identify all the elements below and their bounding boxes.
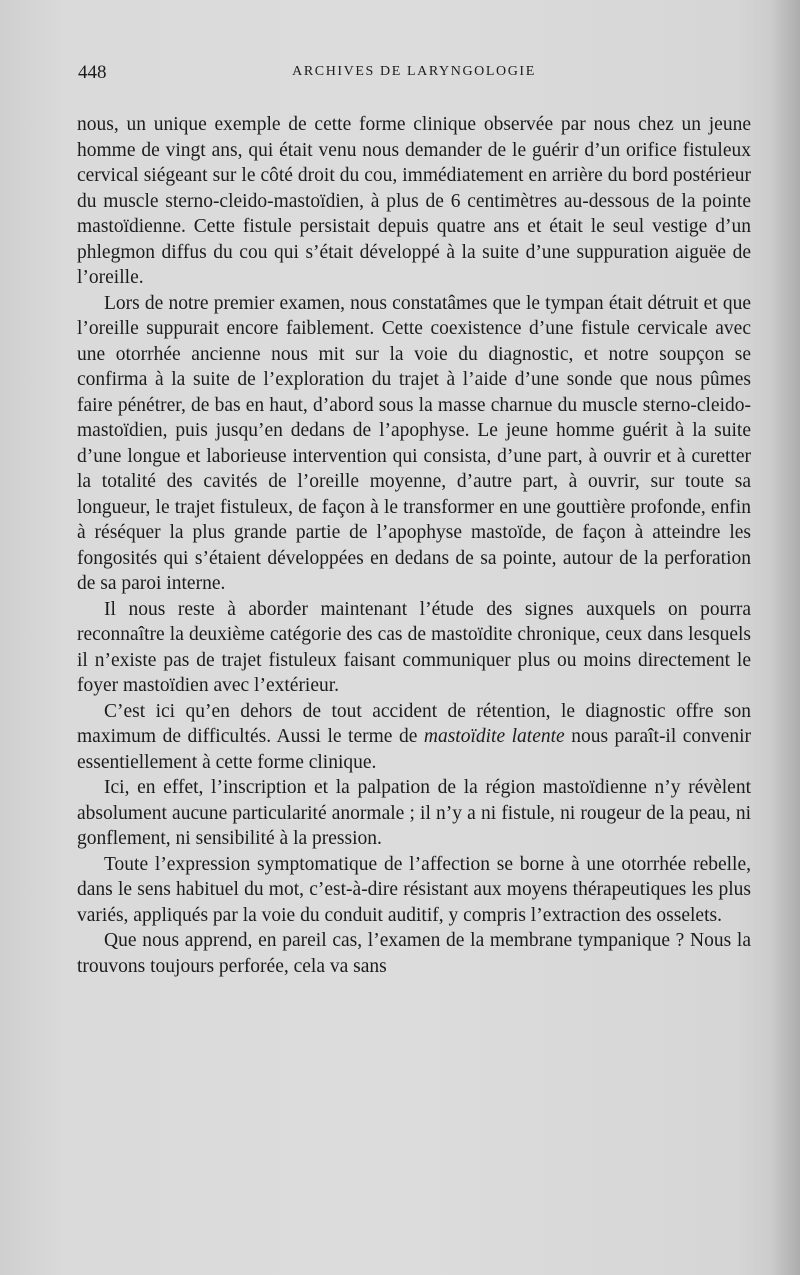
running-head xyxy=(78,62,750,90)
paragraph-4 xyxy=(77,699,751,776)
paragraph-4-text-after: nous paraît-il convenir essentiellement à cette forme clinique. xyxy=(77,726,751,773)
paragraph-4-text-before: C’est ici qu’en dehors de tout accident de rétention, le diagnostic offre son maximum de difficultés. Aussi le terme de xyxy=(77,700,751,747)
page-number: 448 xyxy=(78,62,107,83)
paragraph-5: Ici, en effet, l’inscription et la palpation de la région mastoïdienne n’y révèlent absolument aucune particularité anormale ; il n’y a ni fistule, ni rougeur de la peau, ni gonflement, ni sensibilité à la pression. xyxy=(77,777,751,849)
paragraph-4-emphasis: mastoïdite latente xyxy=(423,726,565,747)
paragraph-6: Toute l’expression symptomatique de l’affection se borne à une otorrhée rebelle, dans le sens habituel du mot, c’est-à-dire résistant aux moyens thérapeutiques les plus variés, appliqués par la voie du conduit auditif, y compris l’extraction des osselets. xyxy=(77,853,751,926)
paragraph-3: Il nous reste à aborder maintenant l’étude des signes auxquels on pourra reconnaître la deuxième catégorie des cas de mastoïdite chronique, ceux dans lesquels il n’existe pas de trajet fistuleux faisant communiquer plus ou moins directement le foyer mastoïdien avec l’extérieur. xyxy=(77,598,751,696)
paragraph-7: Que nous apprend, en pareil cas, l’examen de la membrane tympanique ? Nous la trouvons toujours perforée, cela va sans xyxy=(77,930,751,977)
paragraph-1: nous, un unique exemple de cette forme clinique observée par nous chez un jeune homme de vingt ans, qui était venu nous demander de le guérir d’un orifice fistuleux cervical siégeant sur le côté droit du cou, immédiatement en arrière du bord postérieur du muscle sterno-cleido-mastoïdien, à plus de 6 centimètres au-dessous de la pointe mastoïdienne. Cette fistule persistait depuis quatre ans et était le seul vestige d’un phlegmon diffus du cou qui s’était développé à la suite d’une suppuration aiguëe de l’oreille. xyxy=(77,114,751,288)
journal-title: ARCHIVES DE LARYNGOLOGIE xyxy=(292,64,536,79)
text-body xyxy=(77,112,751,979)
paragraph-2: Lors de notre premier examen, nous constatâmes que le tympan était détruit et que l’oreille suppurait encore faiblement. Cette coexistence d’une fistule cervicale avec une otorrhée ancienne nous mit sur la voie du diagnostic, et notre soupçon se confirma à la suite de l’exploration du trajet à l’aide d’une sonde que nous pûmes faire pénétrer, de bas en haut, d’abord sous la masse charnue du muscle sterno-cleido-mastoïdien, puis jusqu’en dedans de l’apophyse. Le jeune homme guérit à la suite d’une longue et laborieuse intervention qui consista, d’une part, à ouvrir et à curetter la totalité des cavités de l’oreille moyenne, d’autre part, à ouvrir, sur toute sa longueur, le trajet fistuleux, de façon à le transformer en une gouttière profonde, enfin à réséquer la plus grande partie de l’apophyse mastoïde, de façon à atteindre les fongosités qui s’étaient développées en dedans de sa pointe, autour de la perforation de sa paroi interne. xyxy=(77,292,751,594)
